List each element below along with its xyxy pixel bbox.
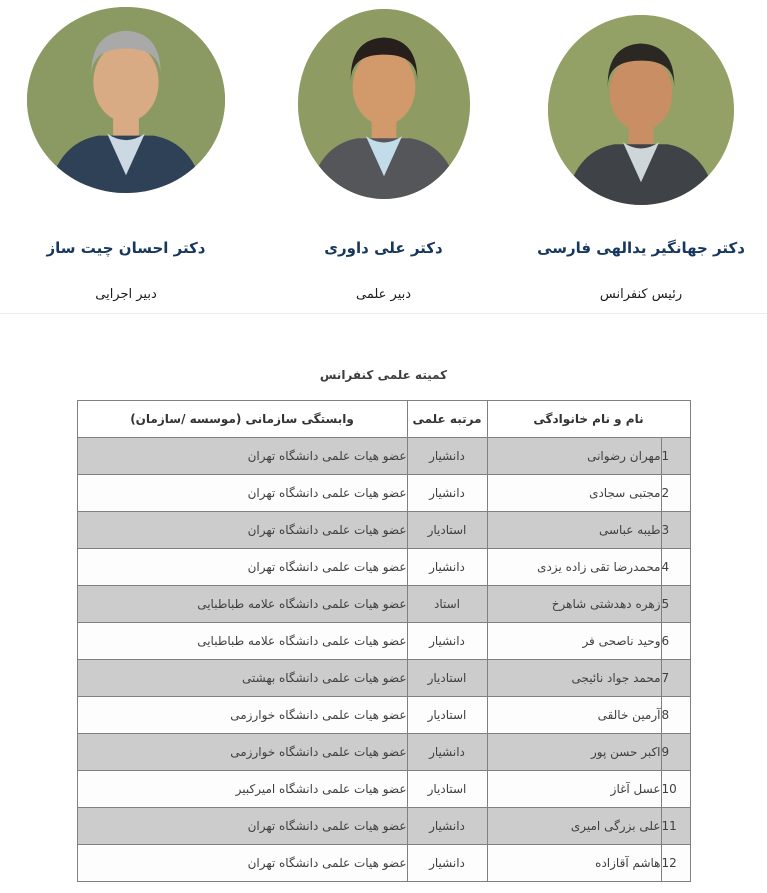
table-row (77, 586, 690, 623)
person-name: دکتر احسان چیت ساز (46, 239, 206, 257)
table-row (77, 734, 690, 771)
person-name: دکتر جهانگیر یدالهی فارسی (537, 239, 745, 257)
header-full-name: نام و نام خانوادگی (487, 401, 690, 438)
member-rank: دانشیار (407, 808, 487, 845)
member-name: محمد جواد نائیجی (487, 660, 661, 697)
row-number: 12 (661, 845, 690, 882)
header-academic-rank: مرتبه علمی (407, 401, 487, 438)
member-affiliation: عضو هیات علمی دانشگاه خوارزمی (77, 697, 407, 734)
member-name: محمدرضا تقی زاده یزدی (487, 549, 661, 586)
table-row (77, 475, 690, 512)
table-row (77, 808, 690, 845)
member-rank: دانشیار (407, 623, 487, 660)
member-rank: استادیار (407, 697, 487, 734)
table-row (77, 438, 690, 475)
member-affiliation: عضو هیات علمی دانشگاه تهران (77, 438, 407, 475)
committee-title: کمیته علمی کنفرانس (319, 368, 448, 382)
table-row (77, 845, 690, 882)
member-rank: دانشیار (407, 734, 487, 771)
member-affiliation: عضو هیات علمی دانشگاه امیرکبیر (77, 771, 407, 808)
person-portrait-graphic (27, 7, 225, 193)
member-rank: دانشیار (407, 845, 487, 882)
member-rank: دانشیار (407, 549, 487, 586)
row-number: 3 (661, 512, 690, 549)
row-number: 2 (661, 475, 690, 512)
member-affiliation: عضو هیات علمی دانشگاه علامه طباطبایی (77, 586, 407, 623)
member-name: آرمین خالقی (487, 697, 661, 734)
row-number: 10 (661, 771, 690, 808)
member-name: هاشم آقازاده (487, 845, 661, 882)
person-portrait-graphic (548, 15, 734, 205)
member-rank: دانشیار (407, 475, 487, 512)
member-affiliation: عضو هیات علمی دانشگاه تهران (77, 512, 407, 549)
table-row (77, 549, 690, 586)
table-row (77, 771, 690, 808)
row-number: 9 (661, 734, 690, 771)
member-affiliation: عضو هیات علمی دانشگاه تهران (77, 845, 407, 882)
member-rank: استادیار (407, 512, 487, 549)
member-affiliation: عضو هیات علمی دانشگاه خوارزمی (77, 734, 407, 771)
row-number: 8 (661, 697, 690, 734)
person-name: دکتر علی داوری (324, 239, 443, 257)
member-name: اکبر حسن پور (487, 734, 661, 771)
row-number: 7 (661, 660, 690, 697)
table-row (77, 512, 690, 549)
committee-table (77, 400, 691, 882)
member-rank: استادیار (407, 771, 487, 808)
member-rank: استادیار (407, 660, 487, 697)
member-name: طیبه عباسی (487, 512, 661, 549)
person-role: دبیر اجرایی (95, 287, 157, 302)
row-number: 4 (661, 549, 690, 586)
member-name: زهره دهدشتی شاهرخ (487, 586, 661, 623)
member-affiliation: عضو هیات علمی دانشگاه علامه طباطبایی (77, 623, 407, 660)
avatar-wrap (298, 7, 470, 238)
member-affiliation: عضو هیات علمی دانشگاه بهشتی (77, 660, 407, 697)
person-card-scientific-secretary (268, 7, 500, 306)
avatar-wrap (548, 7, 734, 238)
member-name: عسل آغاز (487, 771, 661, 808)
row-number: 6 (661, 623, 690, 660)
member-name: مهران رضوانی (487, 438, 661, 475)
profile-photo (27, 7, 225, 193)
member-affiliation: عضو هیات علمی دانشگاه تهران (77, 549, 407, 586)
person-portrait-graphic (298, 9, 470, 199)
person-card-executive-secretary (10, 7, 242, 306)
profile-photo (548, 15, 734, 205)
member-rank: استاد (407, 586, 487, 623)
table-header-row (77, 401, 690, 438)
table-row (77, 660, 690, 697)
person-role: دبیر علمی (355, 287, 412, 302)
profile-photo (298, 9, 470, 199)
organizers-section (0, 0, 767, 306)
row-number: 1 (661, 438, 690, 475)
person-card-chair (525, 7, 757, 306)
row-number: 11 (661, 808, 690, 845)
member-affiliation: عضو هیات علمی دانشگاه تهران (77, 475, 407, 512)
header-affiliation: وابستگی سازمانی (موسسه /سازمان) (77, 401, 407, 438)
section-divider (0, 313, 767, 314)
member-name: وحید ناصحی فر (487, 623, 661, 660)
table-row (77, 697, 690, 734)
member-rank: دانشیار (407, 438, 487, 475)
avatar-wrap (27, 7, 225, 238)
table-row (77, 623, 690, 660)
member-name: علی بزرگی امیری (487, 808, 661, 845)
person-role: رئیس کنفرانس (599, 287, 683, 302)
row-number: 5 (661, 586, 690, 623)
member-name: مجتبی سجادی (487, 475, 661, 512)
scientific-committee-section (0, 368, 767, 882)
member-affiliation: عضو هیات علمی دانشگاه تهران (77, 808, 407, 845)
